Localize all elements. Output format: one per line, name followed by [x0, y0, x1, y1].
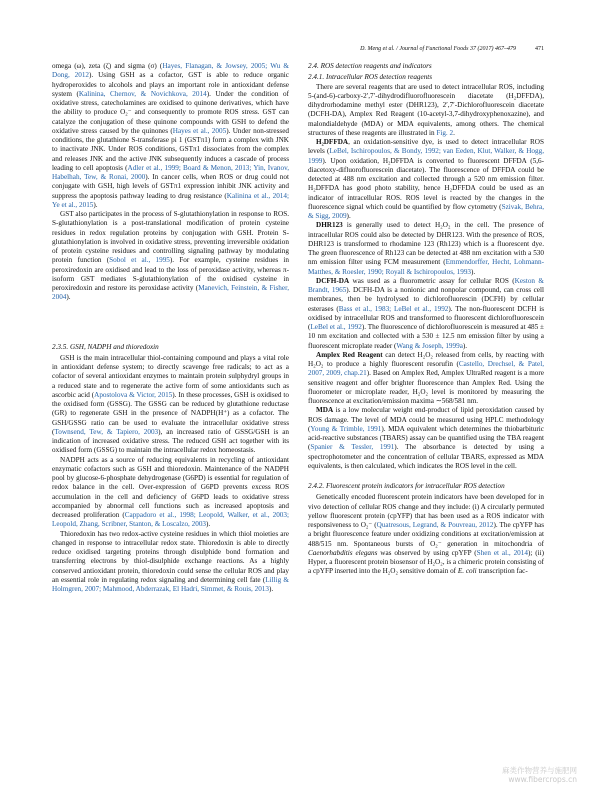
- subsection-heading-fluorescent-protein-indicators: 2.4.2. Fluorescent protein indicators for intracellular ROS detection: [308, 482, 505, 490]
- citation-link[interactable]: Manevich, Feinstein, & Fisher, 2004: [52, 284, 289, 302]
- body-text: ), an increased ratio of GSSG/GSH is an indication of increased oxidative stress. The reduced GSH act together with its oxidised form (GSSG) to maintain the intracellular redox homeostasis.: [52, 427, 289, 455]
- species-name: Caenorhabditis elegans: [308, 548, 378, 557]
- citation-link[interactable]: LeBel, Ischiropoulos, & Bondy, 1992; van Eeden, Klut, Walker, & Hogg, 1999: [308, 147, 544, 165]
- body-text: ). For example, cysteine residues in peroxiredoxin are oxidised and lead to the loss of peroxidase activity, whereas π-isoform GST mediates S-glutathionylation of the oxidised cysteine in peroxiredoxin and restore its peroxidase activity (: [52, 256, 289, 292]
- body-text: ).: [93, 200, 98, 209]
- body-text: was observed by using cpYFP (: [377, 548, 477, 557]
- body-text: ). Upon oxidation, H₂DFFDA is converted to fluorescent DFFDA (5,6-diacetoxy-difluorofluorescein diacetate). The fluorescence of DFFDA could be detected at 488 nm excitation and collected through a 520 nm emission filter. H₂DFFDA has good photo stability, hence H₂DFFDA could be used as an indicator of intracellular ROS. ROS level is reacted by the changes in the fluorescence signal which could be quantified by flow cytometry (: [308, 156, 544, 211]
- paragraph: [308, 406, 544, 471]
- left-column: [52, 62, 289, 594]
- citation-link[interactable]: Apostolova & Victor, 2015: [94, 390, 173, 399]
- paragraph: [308, 493, 544, 576]
- paragraph: [52, 530, 289, 595]
- body-text: ). The absorbance is detected by using a spectrophotometer and the concentration of cellular TBARS, expressed as MDA equivalents, is then calculated, which indicates the ROS level in the cell.: [308, 443, 544, 470]
- citation-link[interactable]: Sobol et al., 1995: [109, 256, 170, 265]
- body-text: .: [453, 128, 455, 137]
- paragraph: [52, 456, 289, 530]
- body-text: ). Under non-stressed conditions, the glutathione S-transferase pi 1 (GSTπ1) form a complex with JNK to inactivate JNK. Under ROS conditions, GSTπ1 dissociates from the complex and releases JNK and the active JNK subsequently induces a cascade of process leading to cell apoptosis (: [52, 126, 289, 172]
- body-text: ).: [206, 520, 211, 529]
- page-number: 471: [535, 46, 544, 52]
- citation-link[interactable]: Castello, Drechsel, & Patel, 2007, 2009, chap.21: [308, 360, 544, 378]
- citation-link[interactable]: Hayes, Flanagan, & Jowsey, 2005; Wu & Dong, 2012: [52, 62, 290, 80]
- citation-link[interactable]: Wang & Joseph, 1999a: [396, 341, 463, 350]
- body-text: ); (ii) Hyper, a fluorescent protein biosensor of H₂O₂, is a chimeric protein consisting of a cpYFP inserted into the H₂O₂ sensitive domain of: [308, 548, 544, 576]
- citation-link[interactable]: Quatresous, Legrand, & Pouvreau, 2012: [376, 521, 494, 529]
- citation-link[interactable]: Cappadoro et al., 1998; Leopold, Walker, et al., 2003; Leopold, Zhang, Scribner, Stanton, & Loscalzo, 2003: [52, 511, 289, 529]
- body-text: ).: [471, 267, 476, 276]
- citation-link[interactable]: Hayes et al., 2005: [172, 126, 227, 135]
- citation-link[interactable]: Spanier & Tessler, 1991: [310, 443, 395, 452]
- body-text: GSH is the main intracellular thiol-containing compound and plays a vital role in antioxidant defense system; to directly scavenge free radicals; to act as a cofactor of several antioxidant enzymes to maintain protein sulphydryl groups in a reduced state and to regenerate the active form of some antioxidants such as ascorbic acid (: [52, 353, 289, 399]
- citation-link[interactable]: Townsend, Tew, & Tapiero, 2003: [54, 427, 159, 436]
- reagent-name: H₂DFFDA: [316, 138, 349, 146]
- citation-link[interactable]: Shen et al., 2014: [476, 548, 528, 557]
- body-text: is a low molecular weight end-product of lipid peroxidation caused by ROS damage. The level of MDA could be measured using HPLC methodology (: [308, 406, 544, 433]
- body-text: Thioredoxin has two redox-active cysteine residues in which thiol moieties are changed in response to intracellular redox state. Thioredoxin is able to directly reduce oxidised targeting proteins through disulphide bond formation and transferring electrons by thiol-disulphide exchange reactions. As a highly conserved antioxidant protein, thioredoxin could sense the cellular ROS and play an essential role in regulating redox signaling and determining cell fate (: [52, 529, 289, 584]
- citation-link[interactable]: Young & Trimble, 1991: [310, 424, 382, 433]
- body-text: ). Under the condition of oxidative stress, catecholamines are oxidised to quinone derivatives, which have the ability to produce O₂⁻ and consequently to promote ROS stress. GST can catalyze the conjugation of these quinone compounds with GSH to defend the oxidative stress caused by the quinones (: [52, 89, 289, 135]
- body-text: , an oxidation-sensitive dye, is used to detect intracellular ROS levels (: [308, 138, 544, 156]
- paragraph: [308, 277, 544, 351]
- section-heading-gsh-nadph-thioredoxin: 2.3.5. GSH, NADPH and thioredoxin: [52, 342, 159, 351]
- citation-link[interactable]: Emmendorffer, Hecht, Lohmann-Matthes, & Roesler, 1990; Royall & Ischiropoulos, 1993: [308, 258, 544, 276]
- body-text: ).: [269, 585, 274, 593]
- body-text: ).: [66, 293, 71, 302]
- citation-link[interactable]: Bass et al., 1983; LeBel et al., 1992: [338, 304, 449, 313]
- body-text: Genetically encoded fluorescent protein indicators have been developed for in vivo detection of cellular ROS change and they include: (i) A circularly permuted yellow fluorescent protein (cpYFP) that has been used as a ROS indicator with responsiveness to O₂⁻ (: [308, 493, 544, 529]
- body-text: ). The cpYFP has a bright fluorescence feature under oxidizing conditions at excitation/emission at 488/515 nm. Spontaneous bursts of O₂⁻ generation in mitochondria of: [308, 521, 544, 548]
- body-text: NADPH acts as a source of reducing equivalents in recycling of antioxidant enzymatic cofactors such as GSH and thioredoxin. Maintenance of the NADPH pool by glucose-6-phosphate dehydrogenase (G6PD) is essential for regulation of redox balance in the cell. Over-expression of G6PD prevents excess ROS accumulation in the cell and deficiency of G6PD leads to oxidative stress accompanied by abnormal cell functions such as increased apoptosis and decreased proliferation (: [52, 455, 289, 519]
- body-text: can detect H₂O₂ released from cells, by reacting with H₂O₂ to produce a highly fluorescent resorufin (: [308, 350, 545, 368]
- site-watermark: [502, 766, 577, 784]
- reagent-name: MDA: [316, 406, 334, 415]
- body-text: ). DCFH-DA is a nonionic and nonpolar compound, can cross cell membranes, then be hydrolysed to dichlorofluorescin (DCFH) by cellular esterases (: [308, 286, 544, 313]
- citation-link[interactable]: Kalinina, Chernov, & Novichkova, 2014: [78, 89, 207, 98]
- body-text: There are several reagents that are used to detect intracellular ROS, including 5-(and-6)-carboxy-2′,7′-dihydrodifluorofluorescein diacetate (H₂DFFDA), dihydrorhodamine methyl ester (DHR123), 2′,7′-Dichlorofluorescein diacetate (DCFH-DA), Amplex Red Reagent (10-acetyl-3,7-dihydroxyphenoxazine), and malondialdehyde (MDA) or MDA equivalents, among others. The chemical structures of these reagents are illustrated in: [308, 82, 544, 137]
- watermark-line-url: www.fibercrops.cn: [508, 775, 577, 784]
- citation-link[interactable]: Adler et al., 1999; Board & Menon, 2013; Yin, Ivanov, Habelhah, Tew, & Ronai, 2000: [52, 163, 290, 181]
- watermark-line-chinese: 麻类作物营养与施肥网: [502, 766, 577, 775]
- citation-link[interactable]: Fig. 2: [436, 128, 454, 137]
- body-text: ). Based on Amplex Red, Amplex UltraRed reagent is a more sensitive reagent and offer brighter fluorescence than Amplex Red. Using the fluorometer or microplate reader, H₂O₂ level is monitored by measuring the fluorescence at excitation/emission maxima ∼568/581 nm.: [308, 369, 544, 405]
- body-text: ). The non-fluorescent DCFH is oxidised by intracellular ROS and transformed to fluorescent dichlorofluorescein (: [308, 304, 545, 331]
- subsection-heading-intracellular-reagents: 2.4.1. Intracellular ROS detection reagents: [308, 73, 433, 82]
- body-text: ). In cancer cells, when ROS or drug could not conjugate with GSH, high levels of GSTπ1 expression inhibit JNK activity and suppress the apoptosis pathway leading to drug resistance (: [52, 173, 289, 200]
- body-text: GST also participates in the process of S-glutathionylation in response to ROS. S-glutathionylation is a post-translational modification of protein cysteine residues in redox regulation proteins by conjugation with GSH. Protein S-glutathionylation is involved in oxidative stress, preventing irreversible oxidation of protein cysteine residues and controlling signaling pathway by modulating protein function (: [52, 210, 289, 265]
- section-heading-ros-detection: 2.4. ROS detection reagents and indicators: [308, 62, 432, 70]
- body-text: was used as a fluorometric assay for cellular ROS (: [349, 276, 515, 285]
- citation-link[interactable]: Keston & Brandt, 1965: [308, 276, 545, 294]
- citation-link[interactable]: LeBel et al., 1992: [310, 323, 362, 331]
- citation-link[interactable]: Szivak, Behra, & Sigg, 2009: [308, 202, 544, 220]
- body-text: omega (ω), zeta (ζ) and sigma (σ) (: [52, 62, 163, 70]
- right-column: [308, 62, 544, 577]
- citation-link[interactable]: Kalinina et al., 2014; Ye et al., 2015: [52, 191, 289, 209]
- paragraph: [308, 138, 544, 221]
- paragraph: [52, 354, 289, 456]
- body-text: transcription fac-: [476, 567, 528, 576]
- running-head: D. Meng et al. / Journal of Functional Foods 37 (2017) 467–479: [360, 46, 516, 52]
- body-text: ). The fluorescence of dichlorofluorescein is measured at 485 ± 10 nm excitation and collected with a 530 ± 12.5 nm emission filter by using a fluorescent microplate reader (: [308, 323, 545, 350]
- paragraph: [52, 210, 289, 303]
- paragraph: [308, 221, 544, 277]
- reagent-name: Amplex Red Reagent: [316, 350, 383, 359]
- body-text: ). In these processes, GSH is oxidised to the oxidised form (GSSG). The GSSG can be reduced by glutathione reductase (GR) to regenerate GSH in the presence of NADPH(H⁺) as a cofactor. The GSH/GSSG ratio can be used to evaluate the intracellular oxidative stress (: [52, 390, 290, 436]
- body-text: ).: [462, 341, 468, 350]
- reagent-name: DCFH-DA: [316, 276, 350, 285]
- species-name: E. coli: [457, 567, 477, 576]
- body-text: is generally used to detect H₂O₂ in the cell. The presence of intracellular ROS could also be detected by DHR123. With the presence of ROS, DHR123 is transformed to rhodamine 123 (Rh123) which is a fluorescent dye. The green fluorescence of Rh123 can be detected at 488 nm excitation with a 530 nm emission filter using FCM measurement (: [308, 221, 544, 267]
- body-text: ). Using GSH as a cofactor, GST is able to reduce organic hydroperoxides to alcohols and plays an important role in antioxidant defense system (: [52, 71, 289, 98]
- citation-link[interactable]: Lillig & Holmgren, 2007; Mahmood, Abderrazak, El Hadri, Simmet, & Rouis, 2013: [52, 575, 289, 593]
- body-text: ).: [346, 212, 351, 220]
- reagent-name: DHR123: [316, 221, 343, 230]
- paragraph: [308, 83, 544, 139]
- paragraph: [308, 351, 544, 407]
- body-text: ). MDA equivalent which determines the thiobarbituric acid-reactive substances (TBARS) assay can be quantified using the TBA reagent (: [308, 424, 544, 452]
- paragraph: [52, 62, 289, 210]
